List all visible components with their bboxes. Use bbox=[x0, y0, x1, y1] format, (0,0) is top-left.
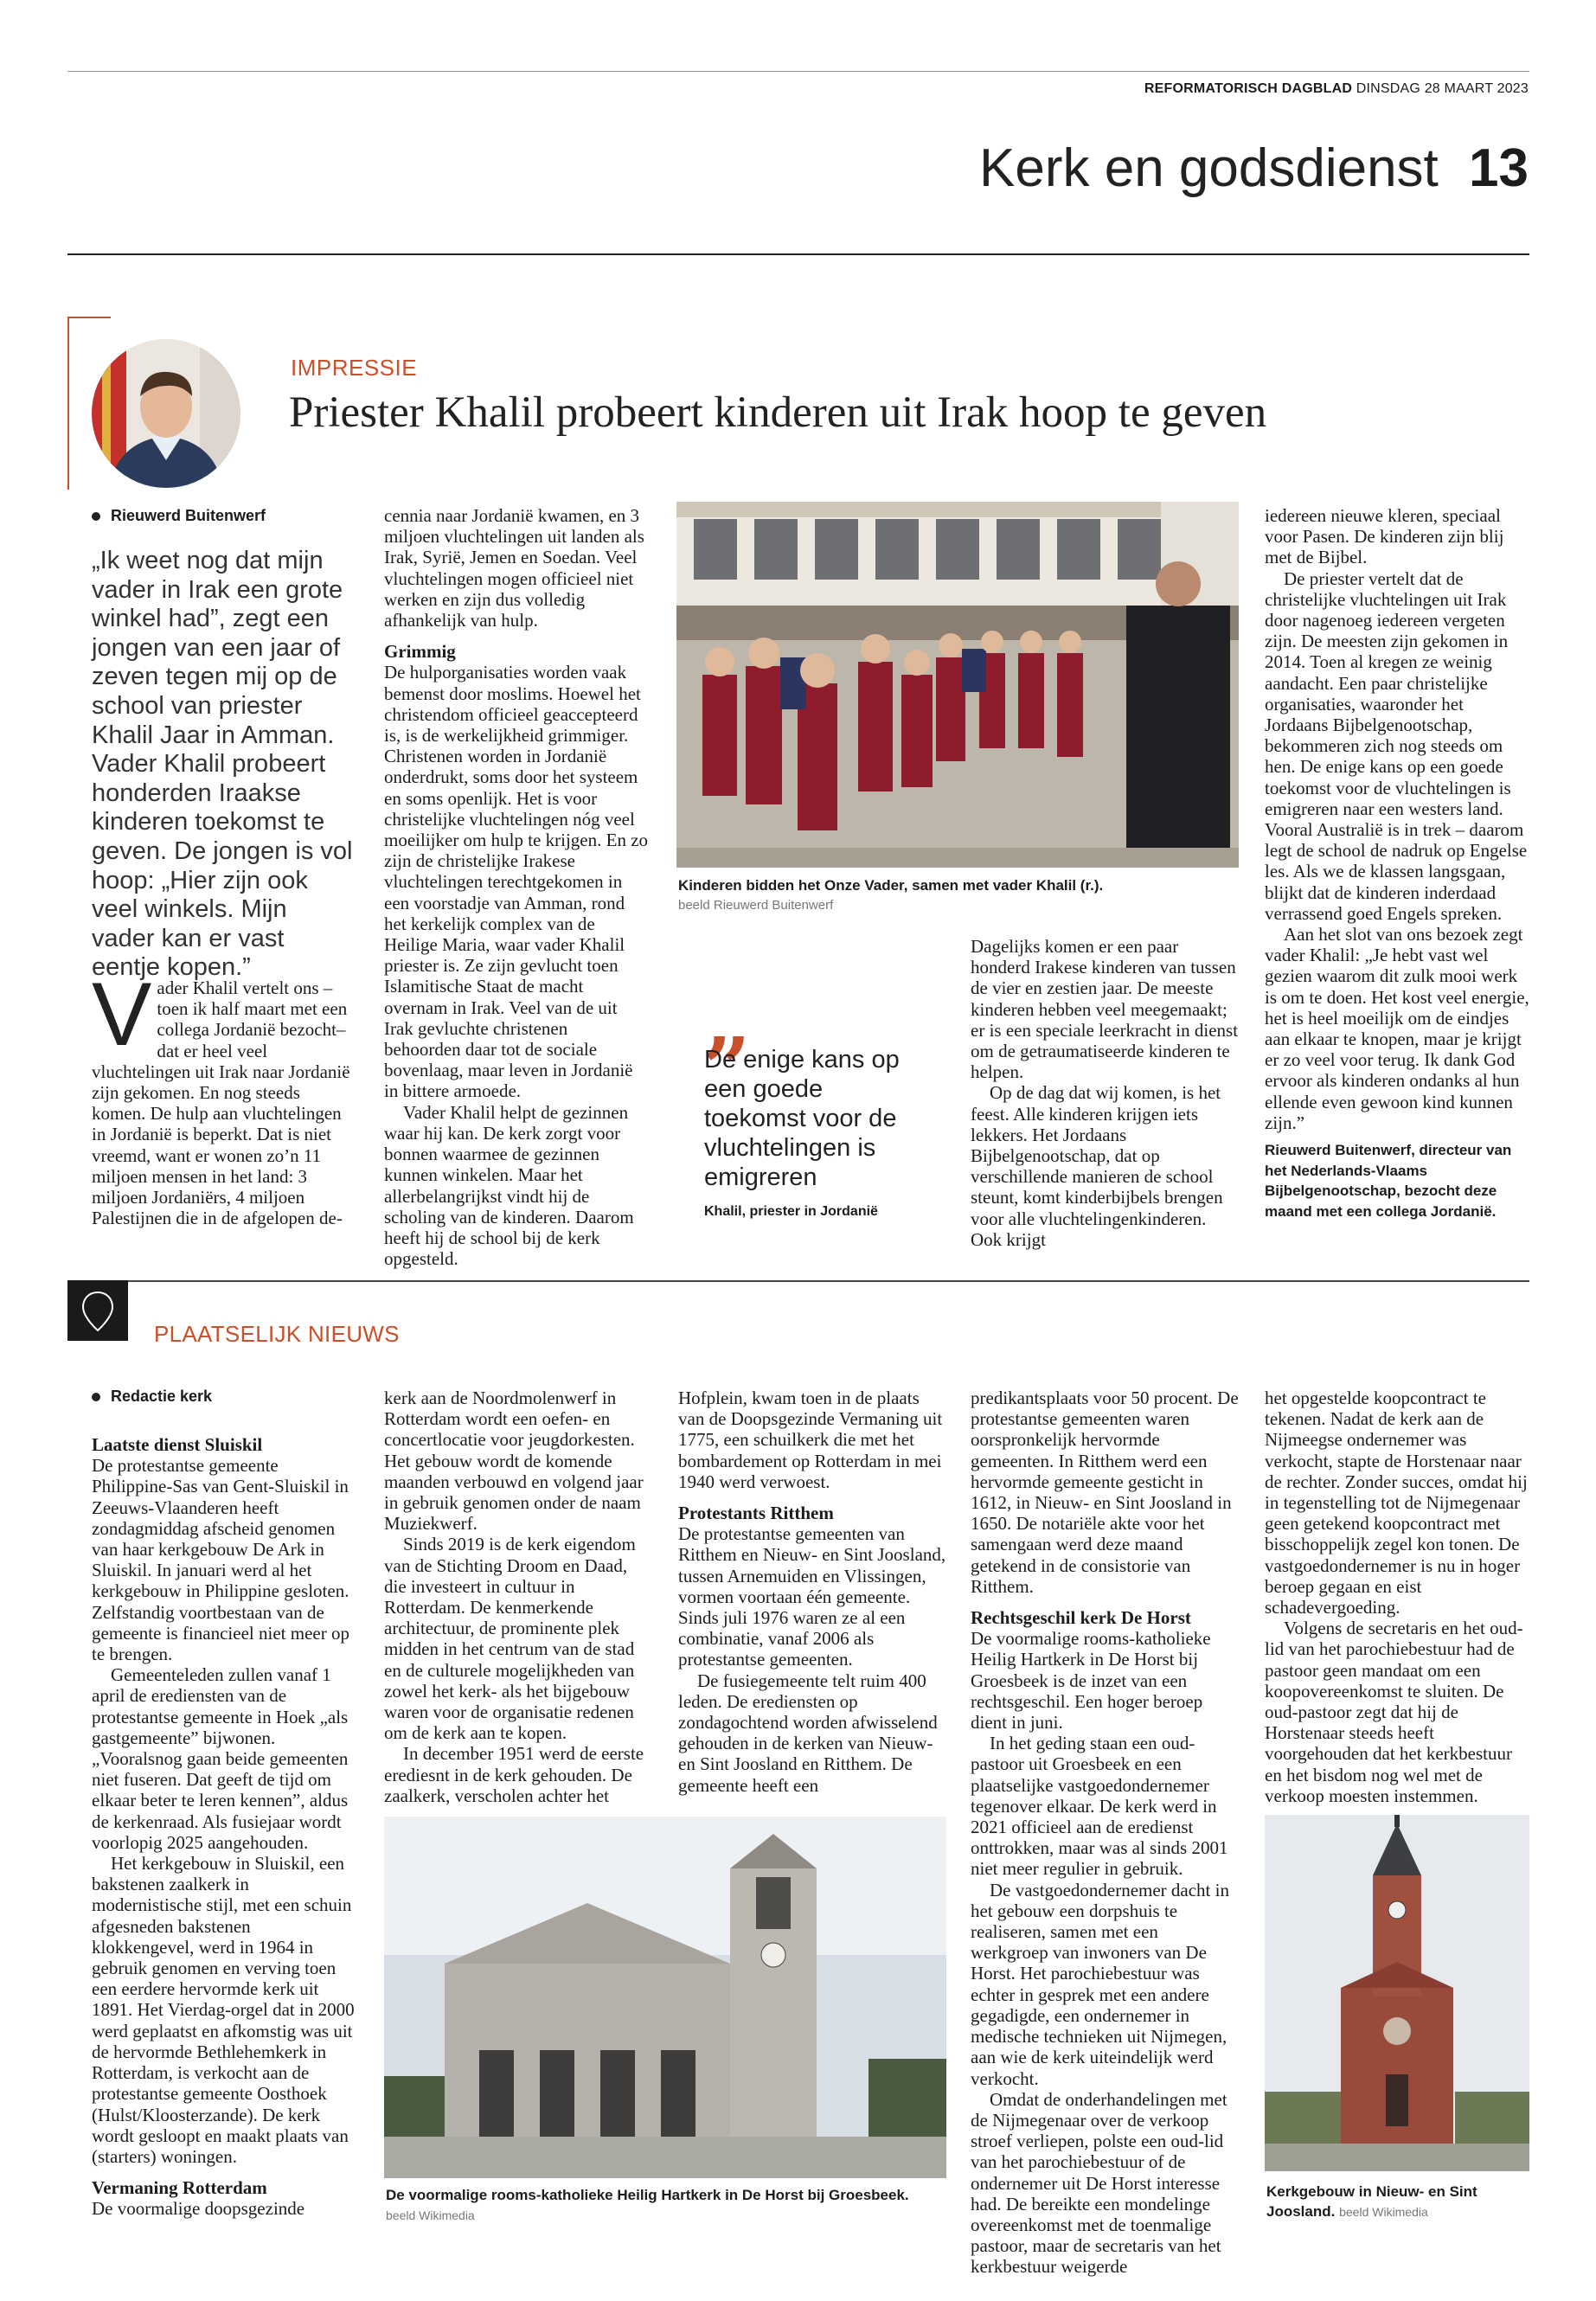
pin-icon-box bbox=[67, 1280, 128, 1341]
news-column-2 bbox=[384, 1388, 652, 1806]
news-c4-p2: De voormalige rooms-katholieke Heilig Hartkerk in De Horst bij Groesbeek is de inzet van een rechtsgeschil. Een hoger beroep dient in juni. bbox=[971, 1628, 1211, 1734]
news-c3-p1: Hofplein, kwam toen in de plaats van de Doopsgezinde Vermaning uit 1775, een schuilkerk die met het bombardement op Rotterdam in mei 1940 werd verwoest. bbox=[678, 1388, 943, 1492]
section-rule bbox=[128, 1280, 1529, 1282]
photo-kerk-nieuw-sint-joosland bbox=[1265, 1815, 1529, 2171]
news-heading-ritthem: Protestants Ritthem bbox=[678, 1503, 834, 1524]
news-byline-author: Redactie kerk bbox=[111, 1388, 213, 1405]
col4-paragraph-2: Op de dag dat wij komen, is het feest. Alle kinderen krijgen iets lekkers. Het Jordaans Bijbelgenootschap, dat op verschillende manieren de school steunt, komt kinderbijbels brengen voor alle vluchtelingenkinderen. Ook krijgt bbox=[971, 1082, 1223, 1250]
news-byline bbox=[92, 1388, 212, 1406]
section-header bbox=[979, 138, 1529, 199]
quote-text: De enige kans op een goede toekomst voor de vluchtelingen is emigreren bbox=[704, 1046, 900, 1191]
col2-subheading: Grimmig bbox=[384, 641, 456, 663]
photo-2-caption-text: Kerkgebouw in Nieuw- en Sint Joosland. bbox=[1266, 2183, 1477, 2220]
pin-icon bbox=[67, 1280, 128, 1341]
publication-name: REFORMATORISCH DAGBLAD bbox=[1144, 81, 1353, 96]
photo-1-caption bbox=[386, 2185, 922, 2226]
article-byline bbox=[92, 507, 266, 525]
col5-paragraph-3: Aan het slot van ons bezoek zegt vader Khalil: „Je hebt vast wel gezien waarom dit zulk mooi werk is om te doen. Het kost veel energie, het is heel moeilijk om de eindjes aan elkaar te knopen, maar je krijgt er zo veel voor terug. Ik dank God ervoor als kinderen ondanks al hun ellende even gewoon kind kunnen zijn.” bbox=[1265, 924, 1529, 1133]
news-c4-p4: De vastgoedondernemer dacht in het gebouw een dorpshuis te realiseren, samen met een werkgroep van inwoners van De Horst. Het parochiebestuur was echter in gesprek met een andere gegadigde, een ondernemer in medische technieken uit Nijmegen, aan wie de kerk uiteindelijk werd verkocht. bbox=[971, 1879, 1229, 2089]
photo-heilig-hartkerk bbox=[384, 1817, 946, 2178]
col2-paragraph-3: Vader Khalil helpt de gezinnen waar hij kan. De kerk zorgt voor bonnen waarmee de gezinnen kunnen winkelen. Maar het allerbelangrijkst vindt hij de scholing van de kinderen. Daarom heeft hij de school bij de kerk opgesteld. bbox=[384, 1101, 634, 1270]
quote-attribution: Khalil, priester in Jordanië bbox=[704, 1204, 878, 1219]
author-portrait bbox=[92, 339, 240, 488]
masthead-line bbox=[1144, 81, 1529, 97]
col4-paragraph-1: Dagelijks komen er een paar honderd Irakese kinderen van tussen de vier en zestien jaar. De meeste kinderen hebben veel meegemaakt; er is een speciale leerkracht in dienst om de getraumatiseerde kinderen te helpen. bbox=[971, 936, 1239, 1083]
photo-2-credit: beeld Wikimedia bbox=[1339, 2205, 1428, 2219]
byline-dot-2 bbox=[92, 1393, 100, 1401]
section-label: PLAATSELIJK NIEUWS bbox=[154, 1321, 400, 1347]
publication-date: DINSDAG 28 MAART 2023 bbox=[1356, 81, 1529, 96]
page-number: 13 bbox=[1469, 138, 1529, 198]
quote-mark: „ bbox=[704, 971, 753, 1069]
photo-children-praying bbox=[676, 502, 1239, 868]
photo-2-caption bbox=[1266, 2182, 1526, 2222]
news-c5-p1: het opgestelde koopcontract te tekenen. Nadat de kerk aan de Nijmeegse ondernemer was verkocht, stapte de Horstenaar naar de rechter. Zonder succes, omdat hij in tegenstelling tot de Nijmegenaar geen getekend koopcontract met bisschoppelijk zegel kon tonen. De vastgoedondernemer is nu in hoger beroep gegaan en eist schadevergoeding. bbox=[1265, 1388, 1528, 1618]
news-c1-p1: De protestantse gemeente Philippine-Sas van Gent-Sluiskil in Zeeuws-Vlaanderen heeft zondagmiddag afscheid genomen van haar kerkgebouw De Ark in Sluiskil. In januari werd al het kerkgebouw in Philippine gesloten. Zelfstandig voortbestaan van de gemeente is financieel niet meer op te brengen. bbox=[92, 1455, 349, 1665]
col2-paragraph-1: cennia naar Jordanië kwamen, en 3 miljoen vluchtelingen uit landen als Irak, Syrië, Jemen en Soedan. Veel vluchtelingen mogen officieel niet werken en zijn dus volledig afhankelijk van hulp. bbox=[384, 505, 644, 631]
article-accent-bracket-vertical bbox=[67, 317, 69, 490]
author-bio: Rieuwerd Buitenwerf, directeur van het Nederlands-Vlaams Bijbelgenootschap, bezocht deze maand met een collega Jordanië. bbox=[1265, 1142, 1512, 1220]
top-rule bbox=[67, 71, 1529, 72]
news-heading-rotterdam: Vermaning Rotterdam bbox=[92, 2177, 267, 2199]
news-c4-p5: Omdat de onderhandelingen met de Nijmegenaar over de verkoop stroef verliepen, polste een oud-lid van het parochiebestuur of de ondernemer uit De Horst interesse had. De bereikte een mondelinge overeenkomst met de toenmalige pastoor, maar de secretaris van het kerkbestuur weigerde bbox=[971, 2088, 1227, 2278]
photo-1-caption-text: De voormalige rooms-katholieke Heilig Hartkerk in De Horst bij Groesbeek. bbox=[386, 2187, 909, 2203]
column-1-text: ader Khalil vertelt ons –toen ik half maart met een collega Jordanië bezocht– dat er heel veel vluchtelingen uit Irak naar Jordanië zijn gekomen. En nog steeds komen. De hulp aan vluchtelingen in Jordanië is beperkt. Dat is niet vreemd, want er wonen zo’n 11 miljoen mensen in het land: 3 miljoen Jordaniërs, 4 miljoen Palestijnen die in de afgelopen de- bbox=[92, 977, 350, 1229]
article-accent-bracket bbox=[67, 317, 111, 318]
article-column-5 bbox=[1265, 505, 1529, 1133]
news-c3-p2: De protestantse gemeenten van Ritthem en Nieuw- en Sint Joosland, tussen Arnemuiden en Vlissingen, vormen voortaan één gemeente. Sinds juli 1976 waren ze al een combinatie, vanaf 2006 als protestantse gemeenten. bbox=[678, 1523, 946, 1670]
article-column-4 bbox=[971, 936, 1239, 1250]
pull-quote bbox=[704, 971, 912, 1220]
news-c1-p4: De voormalige doopsgezinde bbox=[92, 2198, 305, 2220]
news-c4-p3: In het geding staan een oud-pastoor uit Groesbeek en een plaatselijke vastgoedondernemer tegenover elkaar. De kerk werd in 2021 officieel aan de eredienst onttrokken, maar was al sinds 2001 niet meer regulier in gebruik. bbox=[971, 1733, 1228, 1880]
photo-credit: beeld Rieuwerd Buitenwerf bbox=[678, 898, 834, 913]
col5-paragraph-1: iedereen nieuwe kleren, speciaal voor Pasen. De kinderen zijn blij met de Bijbel. bbox=[1265, 505, 1504, 568]
news-c1-p3: Het kerkgebouw in Sluiskil, een bakstenen zaalkerk in modernistische stijl, met een schuin afgesneden bakstenen klokkengevel, werd in 1964 in gebruik genomen en verving toen een eerdere hervormde kerk uit 1891. Het Vierdag-orgel dat in 2000 werd geplaatst en afkomstig was uit de hervormde Bethlehemkerk in Rotterdam, is verkocht aan de protestantse gemeente Oosthoek (Hulst/Kloosterzande). De kerk wordt gesloopt en maakt plaats van (starters) woningen. bbox=[92, 1853, 355, 2167]
news-c1-p2: Gemeenteleden zullen vanaf 1 april de erediensten van de protestantse gemeente in Hoek „als gastgemeente” bijwonen. „Vooralsnog gaan beide gemeenten niet fuseren. Dat geeft de tijd om elkaar beter te leren kennen”, aldus de kerkenraad. Als fusiejaar wordt voorlopig 2025 aangehouden. bbox=[92, 1664, 349, 1853]
byline-dot bbox=[92, 512, 100, 521]
news-column-4 bbox=[971, 1388, 1239, 2278]
col5-paragraph-2: De priester vertelt dat de christelijke vluchtelingen uit Irak door nagenoeg iedereen vergeten zijn. De meesten zijn gekomen in 2014. Toen al kregen ze weinig aandacht. Een paar christelijke organisaties, waaronder het Jordaans Bijbelgenootschap, bekommeren zich nog steeds om hen. De enige kans op een goede toekomst voor de vluchtelingen is emigreren naar een westers land. Vooral Australië is in trek – daarom legt de school de nadruk op Engelse les. Als we de klassen langsgaan, blijkt dat de kinderen inderdaad verrassend goed Engels spreken. bbox=[1265, 567, 1528, 924]
news-column-5 bbox=[1265, 1388, 1529, 1806]
photo-1-credit: beeld Wikimedia bbox=[386, 2208, 475, 2222]
photo-caption-text: Kinderen bidden het Onze Vader, samen met vader Khalil (r.). bbox=[678, 877, 1104, 894]
col2-paragraph-2: De hulporganisaties worden vaak bemenst door moslims. Hoewel het christendom officieel geaccepteerd is, is de werkelijkheid grimmiger. Christenen worden in Jordanië onderdrukt, soms door het systeem en soms openlijk. Het is voor christelijke vluchtelingen nóg veel moeilijker om hulp te krijgen. En zo zijn de christelijke Irakese vluchtelingen terechtgekomen in een voorstadje van Amman, rond het kerkelijk complex van de Heilige Maria, waar vader Khalil priester is. Ze zijn gevlucht toen Islamitische Staat de macht overnam in Irak. Veel van de uit Irak gevluchte christenen behoorden daar tot de sociale bovenlaag, maar leven in Jordanië in bittere armoede. bbox=[384, 662, 649, 1102]
dropcap: V bbox=[92, 965, 152, 1065]
news-c2-p1: kerk aan de Noordmolenwerf in Rotterdam wordt een oefen- en concertlocatie voor jeugdorkesten. Het gebouw wordt de komende maanden verbouwd en volgend jaar in gebruik genomen onder de naam Muziekwerf. bbox=[384, 1388, 644, 1535]
news-heading-sluiskil: Laatste dienst Sluiskil bbox=[92, 1434, 263, 1455]
article-column-1 bbox=[92, 965, 353, 1229]
news-column-1 bbox=[92, 1434, 356, 2220]
news-c4-p1: predikantsplaats voor 50 procent. De protestantse gemeenten waren oorspronkelijk hervormde gemeenten. In Ritthem werd een hervormde gemeente gesticht in 1612, in Nieuw- en Sint Joosland in 1650. De notariële akte voor het samengaan werd deze maand getekend in de consistorie van Ritthem. bbox=[971, 1388, 1239, 1597]
section-title: Kerk en godsdienst bbox=[979, 138, 1439, 198]
news-heading-horst: Rechtsgeschil kerk De Horst bbox=[971, 1607, 1191, 1629]
news-c3-p3: De fusiegemeente telt ruim 400 leden. De erediensten op zondagochtend worden afwisselend gehouden in de kerken van Nieuw- en Sint Joosland en Ritthem. De gemeente heeft een bbox=[678, 1670, 938, 1796]
header-rule bbox=[67, 253, 1529, 255]
news-c2-p3: In december 1951 werd de eerste erediesnt in de kerk gehouden. De zaalkerk, verscholen achter het bbox=[384, 1743, 644, 1806]
news-column-3 bbox=[678, 1388, 946, 1796]
article-headline: Priester Khalil probeert kinderen uit Irak hoop te geven bbox=[289, 388, 1267, 437]
article-intro: „Ik weet nog dat mijn vader in Irak een grote winkel had”, zegt een jongen van een jaar of zeven tegen mij op de school van priester Khalil Jaar in Amman. Vader Khalil probeert honderden Iraakse kinderen toekomst te geven. De jongen is vol hoop: „Hier zijn ook veel winkels. Mijn vader kan er vast eentje kopen.” bbox=[92, 547, 353, 982]
article-column-2 bbox=[384, 505, 649, 1269]
photo-caption bbox=[678, 875, 1240, 915]
news-c2-p2: Sinds 2019 is de kerk eigendom van de Stichting Droom en Daad, die investeert in cultuur in Rotterdam. De kenmerkende architectuur, de prominente plek midden in het centrum van de stad en de culturele mogelijkheden van zowel het kerk- als het bijgebouw waren voor de organisatie redenen om de kerk aan te kopen. bbox=[384, 1534, 636, 1744]
article-kicker: IMPRESSIE bbox=[291, 355, 418, 381]
news-c5-p2: Volgens de secretaris en het oud-lid van het parochiebestuur had de pastoor geen mandaat om een koopovereenkomst te sluiten. De oud-pastoor zegt dat hij de Horstenaar steeds heeft voorgehouden dat het kerkbestuur en het bisdom nog wel met de verkoop moesten instemmen. bbox=[1265, 1618, 1523, 1806]
byline-author: Rieuwerd Buitenwerf bbox=[111, 507, 266, 524]
